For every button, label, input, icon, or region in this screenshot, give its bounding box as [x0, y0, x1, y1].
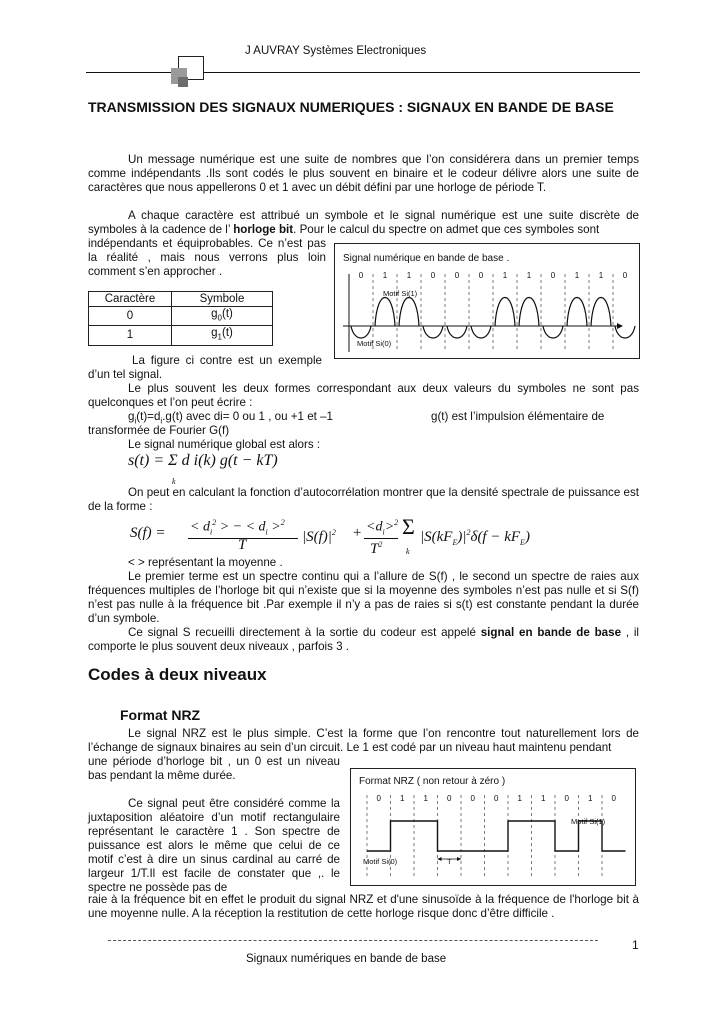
- subsection-heading: Format NRZ: [120, 707, 201, 723]
- bit-label: 1: [406, 271, 412, 280]
- bit-label: 1: [502, 271, 508, 280]
- paragraph-text-part: . Pour le calcul du spectre on admet que ces symboles sont: [293, 223, 600, 236]
- paragraph-text: [88, 209, 639, 237]
- symbol-index: 0: [217, 313, 222, 323]
- bit-label: 1: [382, 271, 388, 280]
- symbol-arg: (t): [222, 327, 233, 340]
- bit-label: 0: [470, 794, 475, 803]
- eq-part: <d: [366, 519, 383, 535]
- eq-sup: 2: [212, 518, 217, 527]
- figure-nrz-format: [350, 768, 636, 886]
- page-header: J AUVRAY Systèmes Electroniques: [245, 45, 427, 57]
- paragraph-nrz-clock: raie à la fréquence bit en effet le produit du signal NRZ et d'une sinusoïde à la fréquence de l'horloge bit à une moyenne nulle. A la réception la restitution de cette horloge risque donc d’être difficile .: [88, 893, 639, 920]
- eq-part: < d: [190, 519, 210, 535]
- bold-term: signal en bande de base: [480, 626, 622, 639]
- pulse-one: [495, 298, 515, 327]
- eq-sub: E: [520, 538, 525, 547]
- eq-numerator-2: [366, 516, 398, 539]
- eq-sup: 2: [378, 540, 383, 549]
- eq-part: |S(kF: [420, 529, 453, 545]
- equation-sum-index: k: [172, 477, 176, 486]
- pulse-one: [375, 298, 395, 327]
- bit-label: 0: [494, 794, 499, 803]
- eq-sup: 2: [331, 528, 336, 537]
- pulse-one: [519, 298, 539, 327]
- footer-rule: [108, 940, 598, 941]
- paragraph-text: Le premier terme est un spectre continu qui a l’allure de S(f) , le second un spectre de raies aux fréquences multiples de l’horloge bit qui n’existe que si la moyenne des symboles n’est pas nulle et si S(f) n’est pas nulle à la fréquence bit .Par exemple il n’y a pas de raies si s(t) est constante pendant la durée d’un symbole.: [88, 570, 639, 625]
- table-cell: [172, 307, 273, 326]
- page-footer: Signaux numériques en bande de base: [246, 953, 447, 965]
- bit-label: 1: [574, 271, 580, 280]
- header-rule: [86, 72, 640, 73]
- paragraph-baseband-def: [88, 626, 639, 654]
- eq-sub: i: [265, 527, 268, 537]
- symbol-name: g: [211, 308, 218, 320]
- bit-period-label: T: [447, 857, 452, 866]
- table-header-cell: Symbole: [172, 292, 273, 307]
- motif-one-label: Motif Si(1): [383, 289, 418, 298]
- bit-period-arrow: [457, 857, 461, 861]
- page-number: 1: [632, 938, 639, 952]
- eq-part: )|: [457, 529, 467, 545]
- table-row: [89, 307, 273, 326]
- bit-period-arrow: [438, 857, 442, 861]
- paragraph-intro: [88, 153, 639, 195]
- bit-label: 1: [400, 794, 405, 803]
- formula-sub: i: [134, 416, 137, 426]
- eq-part: T: [370, 541, 379, 557]
- pulse-zero: [423, 326, 443, 338]
- bit-label: 0: [611, 794, 616, 803]
- header-decoration-square: [178, 77, 188, 87]
- bit-label: 1: [598, 271, 604, 280]
- formula-sub: i: [160, 416, 163, 426]
- eq-tail: [420, 526, 530, 550]
- eq-part: >: [267, 519, 281, 535]
- bold-term: horloge bit: [233, 223, 294, 236]
- paragraph-symbols: [88, 209, 639, 237]
- document-title: TRANSMISSION DES SIGNAUX NUMERIQUES : SIGNAUX EN BANDE DE BASE: [88, 99, 614, 115]
- axis-arrow: [617, 323, 623, 329]
- bit-label: 0: [564, 794, 569, 803]
- eq-sup: 2: [394, 518, 399, 527]
- motif-zero-label: Motif Si(0): [357, 339, 392, 348]
- paragraph-nrz-spectrum: [88, 797, 340, 895]
- eq-denominator-1: T: [238, 537, 247, 553]
- eq-denominator-2: [370, 538, 382, 556]
- eq-lhs: S(f) =: [130, 525, 166, 541]
- eq-sub: E: [452, 538, 458, 547]
- pulse-zero: [543, 326, 563, 338]
- eq-modulus: [302, 526, 336, 544]
- section-heading: Codes à deux niveaux: [88, 665, 267, 684]
- table-cell: [172, 326, 273, 345]
- sum-symbol: Σ: [402, 514, 415, 539]
- pulse-one: [399, 298, 419, 327]
- eq-part: δ(f − kF: [470, 529, 521, 545]
- bit-label: 1: [423, 794, 428, 803]
- eq-part: >: [384, 519, 395, 535]
- table-cell: 0: [89, 307, 172, 326]
- eq-part: |S(f)|: [302, 529, 332, 545]
- table-header-cell: Caractère: [89, 292, 172, 307]
- paragraph-text-part: A chaque caractère est attribué un symbole et le signal numérique est une suite discrète de symboles à la cadence de l’: [88, 209, 639, 236]
- paragraph-mean-note: < > représentant la moyenne .: [128, 556, 283, 569]
- impulse-description: g(t) est l’impulsion élémentaire de: [431, 410, 605, 423]
- paragraph-text: La figure ci contre est un exemple d’un tel signal.: [88, 354, 322, 381]
- paragraph-spectrum: [88, 570, 639, 626]
- paragraph-text: Un message numérique est une suite de nombres que l’on considérera dans un premier temps comme indépendants .Ils sont codés le plus souvent en binaire et le codeur délivre alors une suite de caractères que nous appellerons 0 et 1 avec un débit défini par une horloge de période T.: [88, 153, 639, 194]
- paragraph-text: On peut en calculant la fonction d’autocorrélation montrer que la densité spectrale de puissance est de la forme :: [88, 486, 639, 513]
- symbol-table: [88, 291, 273, 346]
- eq-sub: i: [209, 527, 213, 537]
- figure-baseband-signal: [334, 243, 640, 359]
- eq-sup: 2: [466, 528, 471, 537]
- motif-zero-label: Motif Si(0): [363, 857, 398, 866]
- eq-sup: 2: [280, 518, 285, 527]
- bit-label: 1: [541, 794, 546, 803]
- bit-label: 0: [447, 794, 452, 803]
- equation-psd: [130, 514, 530, 560]
- pulse-one: [567, 298, 587, 327]
- figure-caption: Format NRZ ( non retour à zéro ): [359, 776, 506, 787]
- pulse-zero: [471, 326, 491, 338]
- fourier-transform-text: transformée de Fourier G(f): [88, 424, 230, 437]
- bit-label: 1: [517, 794, 522, 803]
- paragraph-text-part: Ce signal S recueilli directement à la sortie du codeur est appelé: [128, 626, 481, 639]
- motif-one-label: Motif Si(1): [571, 817, 606, 826]
- symbol-index: 1: [217, 332, 222, 342]
- bit-label: 0: [454, 271, 460, 280]
- pulse-one: [591, 298, 611, 327]
- paragraph-nrz-continued: une période d’horloge bit , un 0 est un niveau bas pendant la même durée.: [88, 755, 340, 782]
- table-row: [89, 326, 273, 345]
- figure-caption: Signal numérique en bande de base .: [343, 253, 510, 264]
- bit-label: 0: [550, 271, 556, 280]
- bit-label: 0: [430, 271, 436, 280]
- eq-part: ): [524, 529, 530, 545]
- table-cell: 1: [89, 326, 172, 345]
- bit-label: 0: [478, 271, 484, 280]
- paragraph-text-part: , il comporte le plus souvent deux niveaux , parfois 3 .: [88, 626, 639, 653]
- paragraph-text: Le signal NRZ est le plus simple. C’est la forme que l’on rencontre tout naturellement lors de l’échange de signaux binaires au sein d’un circuit. Le 1 est codé par un niveau haut maintenu pendant: [88, 727, 639, 754]
- paragraph-figure-ref: [88, 354, 322, 382]
- paragraph-forms: [88, 382, 639, 410]
- bit-label: 0: [358, 271, 364, 280]
- eq-sub: i: [382, 527, 385, 537]
- symbol-name: g: [211, 327, 218, 340]
- equation-signal: s(t) = Σ d i(k) g(t − kT): [128, 452, 278, 469]
- eq-numerator-1: [190, 516, 285, 539]
- symbol-arg: (t): [222, 308, 233, 320]
- paragraph-psd: [88, 486, 639, 514]
- table-header-row: [89, 292, 273, 307]
- bit-label: 0: [376, 794, 381, 803]
- formula-part: (t)=d: [136, 410, 161, 423]
- bit-label: 1: [526, 271, 532, 280]
- eq-part: > − < d: [216, 519, 266, 535]
- formula-part: .g(t) avec di= 0 ou 1 , ou +1 et –1: [162, 410, 333, 423]
- pulse-zero: [447, 326, 467, 338]
- bit-label: 0: [622, 271, 628, 280]
- paragraph-nrz: [88, 727, 639, 755]
- paragraph-text: Ce signal peut être considéré comme la juxtaposition aléatoire d’un motif rectangulaire représentant le caractère 1 . Son spectre de puissance est alors le même que celui de ce motif c’est à dire un sinus cardinal au carré de largeur 1/T.Il est facile de constater que ,. le spectre ne possède pas de: [88, 797, 340, 894]
- paragraph-symbols-continued: indépendants et équiprobables. Ce n’est pas la réalité , mais nous verrons plus loin comment s’en approcher .: [88, 237, 326, 278]
- eq-sum-index: k: [406, 547, 410, 556]
- paragraph-global-signal: Le signal numérique global est alors :: [128, 438, 321, 451]
- eq-plus: +: [352, 525, 363, 541]
- formula-part: g: [128, 410, 135, 423]
- bit-label: 1: [588, 794, 593, 803]
- paragraph-text: Le plus souvent les deux formes correspondant aux deux valeurs du symboles ne sont pas quelconques et l’on peut écrire :: [88, 382, 639, 409]
- paragraph-text: [88, 626, 639, 654]
